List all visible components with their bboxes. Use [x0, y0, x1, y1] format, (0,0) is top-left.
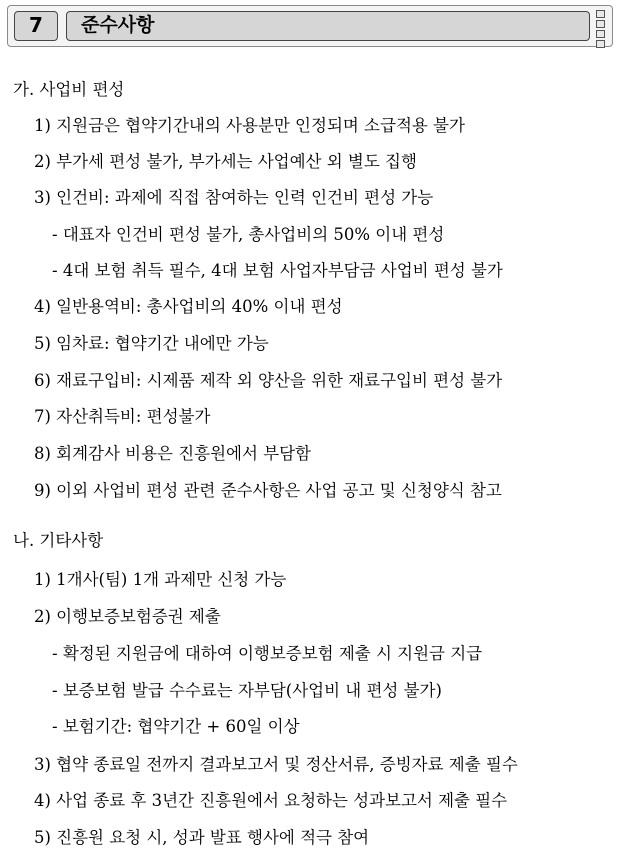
header-side-marks — [596, 10, 608, 50]
section-number: 7 — [14, 11, 58, 41]
side-mark — [596, 20, 605, 28]
list-item: 1) 1개사(팀) 1개 과제만 신청 가능 — [34, 570, 287, 589]
section-title: 준수사항 — [66, 11, 590, 41]
list-item: 5) 임차료: 협약기간 내에만 가능 — [34, 334, 269, 353]
section-heading-budget: 가. 사업비 편성 — [13, 80, 125, 99]
list-item: 1) 지원금은 협약기간내의 사용분만 인정되며 소급적용 불가 — [34, 116, 465, 135]
sub-list-item: - 확정된 지원금에 대하여 이행보증보험 제출 시 지원금 지급 — [52, 644, 483, 663]
side-mark — [596, 40, 605, 48]
list-item: 4) 사업 종료 후 3년간 진흥원에서 요청하는 성과보고서 제출 필수 — [34, 791, 508, 810]
list-item: 2) 부가세 편성 불가, 부가세는 사업예산 외 별도 집행 — [34, 152, 417, 171]
list-item: 6) 재료구입비: 시제품 제작 외 양산을 위한 재료구입비 편성 불가 — [34, 371, 503, 390]
section-heading-other: 나. 기타사항 — [13, 531, 104, 550]
list-item: 3) 협약 종료일 전까지 결과보고서 및 정산서류, 증빙자료 제출 필수 — [34, 755, 518, 774]
side-mark — [596, 10, 605, 18]
list-item: 4) 일반용역비: 총사업비의 40% 이내 편성 — [34, 297, 343, 316]
side-mark — [596, 30, 605, 38]
list-item: 2) 이행보증보험증권 제출 — [34, 607, 221, 626]
sub-list-item: - 보험기간: 협약기간 + 60일 이상 — [52, 717, 300, 736]
list-item: 9) 이외 사업비 편성 관련 준수사항은 사업 공고 및 신청양식 참고 — [34, 481, 502, 500]
list-item: 3) 인건비: 과제에 직접 참여하는 인력 인건비 편성 가능 — [34, 188, 434, 207]
list-item: 8) 회계감사 비용은 진흥원에서 부담함 — [34, 444, 311, 463]
sub-list-item: - 보증보험 발급 수수료는 자부담(사업비 내 편성 불가) — [52, 681, 442, 700]
list-item: 7) 자산취득비: 편성불가 — [34, 407, 211, 426]
sub-list-item: - 4대 보험 취득 필수, 4대 보험 사업자부담금 사업비 편성 불가 — [52, 261, 503, 280]
section-header — [7, 5, 613, 47]
sub-list-item: - 대표자 인건비 편성 불가, 총사업비의 50% 이내 편성 — [52, 225, 445, 244]
list-item: 5) 진흥원 요청 시, 성과 발표 행사에 적극 참여 — [34, 828, 370, 847]
